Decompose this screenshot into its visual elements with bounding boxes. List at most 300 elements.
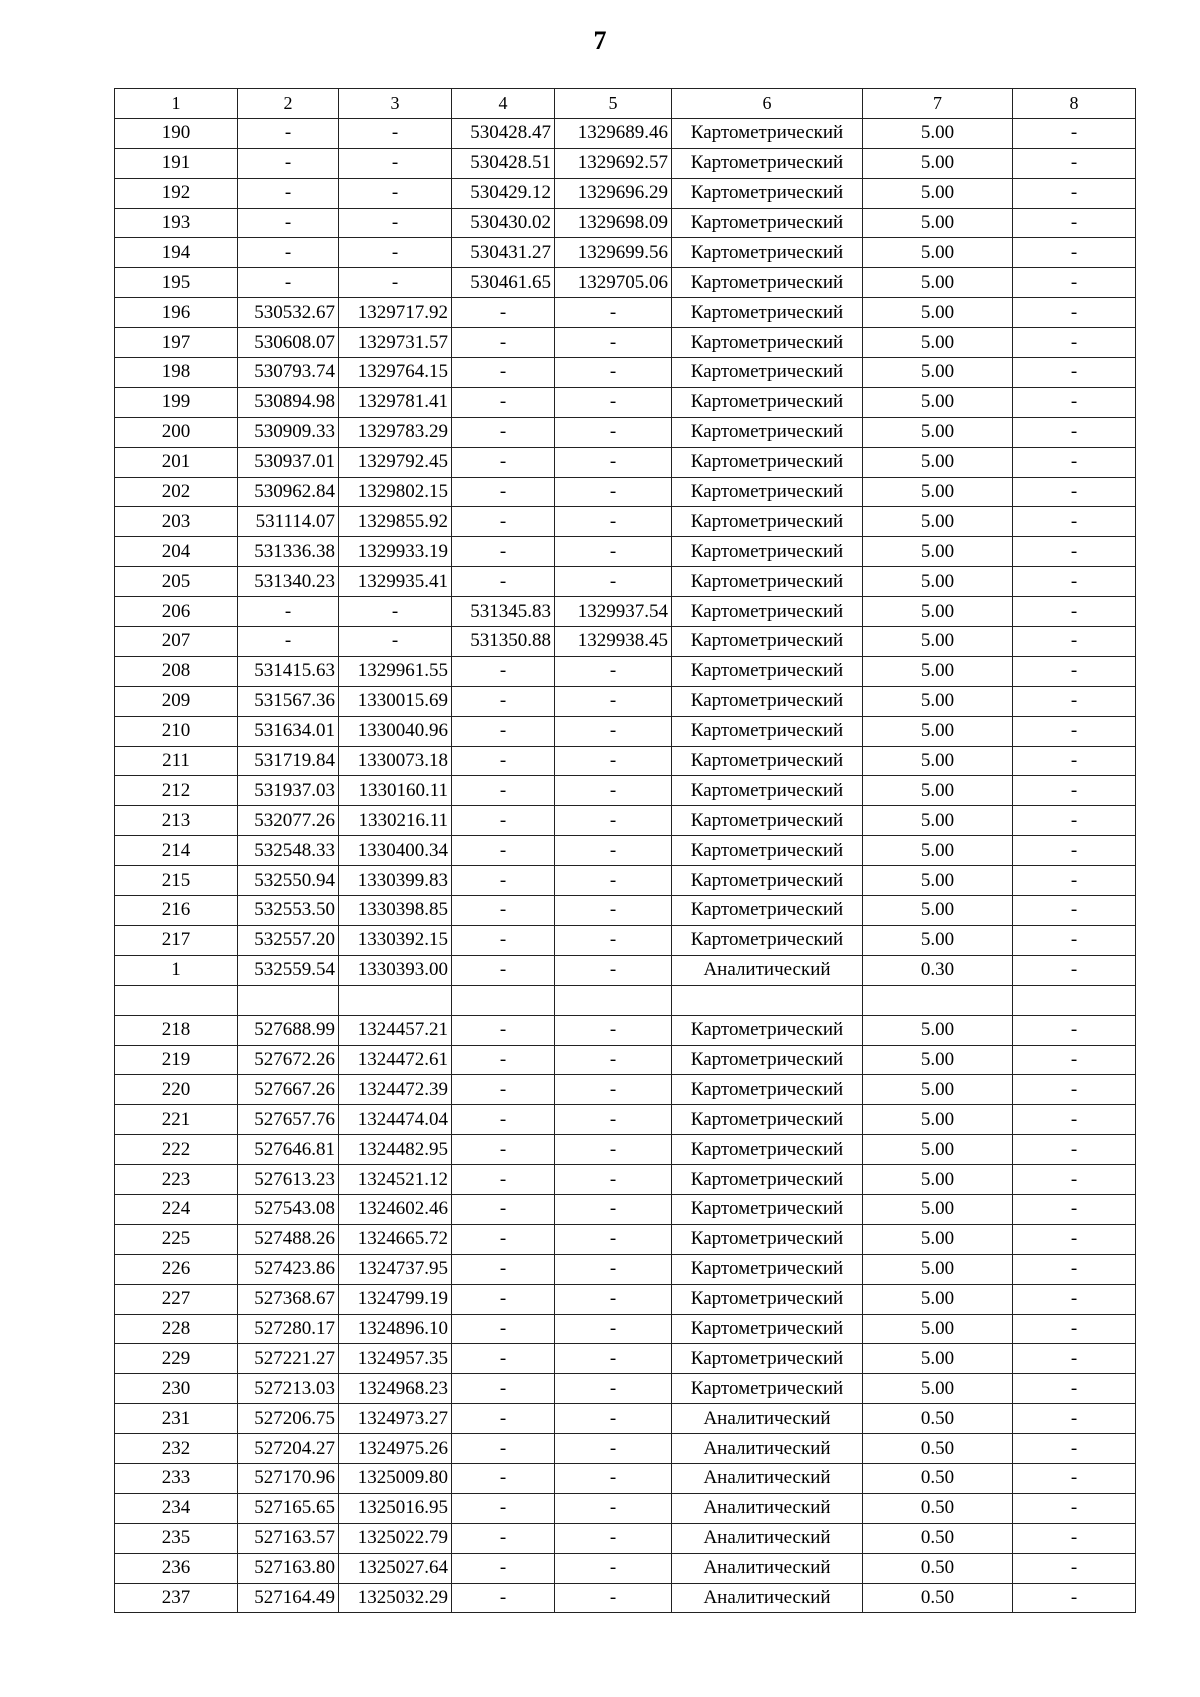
x-existing-cell: 527543.08 — [238, 1194, 339, 1224]
note-cell: - — [1013, 567, 1136, 597]
y-existing-cell: - — [339, 118, 452, 148]
note-cell: - — [1013, 477, 1136, 507]
y-new-cell: - — [555, 1344, 672, 1374]
y-existing-cell: 1324799.19 — [339, 1284, 452, 1314]
y-existing-cell: 1324472.39 — [339, 1075, 452, 1105]
x-existing-cell: - — [238, 148, 339, 178]
x-new-cell: - — [452, 298, 555, 328]
method-cell: Картометрический — [672, 268, 863, 298]
x-new-cell: - — [452, 955, 555, 985]
method-cell: Картометрический — [672, 925, 863, 955]
y-new-cell: - — [555, 1165, 672, 1195]
method-cell: Картометрический — [672, 477, 863, 507]
x-existing-cell: - — [238, 597, 339, 627]
y-existing-cell: 1329731.57 — [339, 328, 452, 358]
point-number-cell: 207 — [115, 627, 238, 657]
y-existing-cell: 1330160.11 — [339, 776, 452, 806]
y-existing-cell: 1329783.29 — [339, 417, 452, 447]
accuracy-cell: 5.00 — [863, 477, 1013, 507]
x-existing-cell: 527221.27 — [238, 1344, 339, 1374]
x-existing-cell: 527164.49 — [238, 1583, 339, 1613]
point-number-cell: 222 — [115, 1135, 238, 1165]
accuracy-cell: 5.00 — [863, 656, 1013, 686]
method-cell: Картометрический — [672, 836, 863, 866]
table-row — [115, 328, 1136, 358]
x-existing-cell: 527657.76 — [238, 1105, 339, 1135]
note-cell: - — [1013, 1583, 1136, 1613]
y-new-cell: - — [555, 746, 672, 776]
accuracy-cell: 0.50 — [863, 1583, 1013, 1613]
x-new-cell: - — [452, 1045, 555, 1075]
note-cell: - — [1013, 358, 1136, 388]
x-new-cell: 530428.47 — [452, 118, 555, 148]
x-new-cell: 530431.27 — [452, 238, 555, 268]
note-cell: - — [1013, 1344, 1136, 1374]
note-cell: - — [1013, 836, 1136, 866]
note-cell: - — [1013, 1165, 1136, 1195]
accuracy-cell: 5.00 — [863, 925, 1013, 955]
accuracy-cell: 5.00 — [863, 716, 1013, 746]
note-cell: - — [1013, 1284, 1136, 1314]
note-cell: - — [1013, 507, 1136, 537]
method-cell: Картометрический — [672, 1165, 863, 1195]
y-new-cell: - — [555, 1194, 672, 1224]
y-new-cell: - — [555, 656, 672, 686]
x-existing-cell: 527368.67 — [238, 1284, 339, 1314]
y-new-cell: - — [555, 1105, 672, 1135]
y-existing-cell: - — [339, 148, 452, 178]
x-new-cell: - — [452, 1493, 555, 1523]
point-number-cell: 193 — [115, 208, 238, 238]
x-existing-cell: 531114.07 — [238, 507, 339, 537]
accuracy-cell: 5.00 — [863, 866, 1013, 896]
method-cell: Картометрический — [672, 776, 863, 806]
note-cell: - — [1013, 776, 1136, 806]
x-existing-cell: 527613.23 — [238, 1165, 339, 1195]
method-cell: Картометрический — [672, 866, 863, 896]
y-new-cell: - — [555, 1463, 672, 1493]
table-row — [115, 836, 1136, 866]
note-cell: - — [1013, 178, 1136, 208]
table-row — [115, 1583, 1136, 1613]
x-existing-cell: 527672.26 — [238, 1045, 339, 1075]
header-cell-1: 1 — [115, 89, 238, 119]
point-number-cell: 213 — [115, 806, 238, 836]
x-new-cell: - — [452, 1194, 555, 1224]
accuracy-cell: 5.00 — [863, 118, 1013, 148]
table-row — [115, 1015, 1136, 1045]
note-cell — [1013, 985, 1136, 1015]
y-existing-cell: 1325032.29 — [339, 1583, 452, 1613]
accuracy-cell: 5.00 — [863, 686, 1013, 716]
method-cell: Картометрический — [672, 686, 863, 716]
x-existing-cell: 527688.99 — [238, 1015, 339, 1045]
y-new-cell: - — [555, 716, 672, 746]
y-new-cell: - — [555, 1015, 672, 1045]
x-new-cell: - — [452, 806, 555, 836]
y-new-cell: - — [555, 358, 672, 388]
table-row — [115, 656, 1136, 686]
note-cell: - — [1013, 1224, 1136, 1254]
method-cell: Картометрический — [672, 358, 863, 388]
y-existing-cell: 1324973.27 — [339, 1404, 452, 1434]
x-new-cell: - — [452, 686, 555, 716]
y-existing-cell: 1324474.04 — [339, 1105, 452, 1135]
accuracy-cell: 5.00 — [863, 387, 1013, 417]
method-cell: Аналитический — [672, 1493, 863, 1523]
point-number-cell: 191 — [115, 148, 238, 178]
method-cell: Картометрический — [672, 537, 863, 567]
y-new-cell: - — [555, 896, 672, 926]
method-cell: Картометрический — [672, 1015, 863, 1045]
y-existing-cell: 1329961.55 — [339, 656, 452, 686]
accuracy-cell: 5.00 — [863, 627, 1013, 657]
table-row — [115, 268, 1136, 298]
note-cell: - — [1013, 1075, 1136, 1105]
method-cell: Картометрический — [672, 387, 863, 417]
page-number: 7 — [593, 26, 607, 55]
point-number-cell: 235 — [115, 1523, 238, 1553]
table-row — [115, 1045, 1136, 1075]
point-number-cell: 224 — [115, 1194, 238, 1224]
accuracy-cell: 5.00 — [863, 806, 1013, 836]
method-cell: Картометрический — [672, 148, 863, 178]
x-existing-cell: 531567.36 — [238, 686, 339, 716]
header-cell-6: 6 — [672, 89, 863, 119]
method-cell: Картометрический — [672, 417, 863, 447]
note-cell: - — [1013, 806, 1136, 836]
accuracy-cell: 5.00 — [863, 1105, 1013, 1135]
point-number-cell: 198 — [115, 358, 238, 388]
y-new-cell: - — [555, 686, 672, 716]
accuracy-cell: 5.00 — [863, 1224, 1013, 1254]
y-new-cell: 1329692.57 — [555, 148, 672, 178]
x-new-cell: - — [452, 1284, 555, 1314]
accuracy-cell: 5.00 — [863, 208, 1013, 238]
table-row — [115, 1284, 1136, 1314]
method-cell: Аналитический — [672, 1463, 863, 1493]
note-cell: - — [1013, 268, 1136, 298]
point-number-cell: 195 — [115, 268, 238, 298]
x-new-cell: - — [452, 537, 555, 567]
table-row — [115, 507, 1136, 537]
x-new-cell: - — [452, 925, 555, 955]
note-cell: - — [1013, 1314, 1136, 1344]
table-row — [115, 1523, 1136, 1553]
y-existing-cell: 1324975.26 — [339, 1434, 452, 1464]
note-cell: - — [1013, 1434, 1136, 1464]
accuracy-cell: 5.00 — [863, 1374, 1013, 1404]
y-existing-cell: 1330398.85 — [339, 896, 452, 926]
y-existing-cell: 1325009.80 — [339, 1463, 452, 1493]
y-new-cell — [555, 985, 672, 1015]
y-new-cell: - — [555, 1583, 672, 1613]
table-row — [115, 1374, 1136, 1404]
table-row — [115, 1165, 1136, 1195]
y-existing-cell: - — [339, 627, 452, 657]
x-existing-cell: 532553.50 — [238, 896, 339, 926]
note-cell: - — [1013, 1463, 1136, 1493]
header-cell-8: 8 — [1013, 89, 1136, 119]
y-new-cell: 1329938.45 — [555, 627, 672, 657]
x-new-cell: - — [452, 1165, 555, 1195]
method-cell: Картометрический — [672, 208, 863, 238]
x-existing-cell: 527423.86 — [238, 1254, 339, 1284]
y-new-cell: - — [555, 866, 672, 896]
method-cell: Картометрический — [672, 1254, 863, 1284]
method-cell: Картометрический — [672, 1314, 863, 1344]
x-new-cell: - — [452, 746, 555, 776]
x-new-cell: - — [452, 328, 555, 358]
table-row — [115, 746, 1136, 776]
y-new-cell: - — [555, 1284, 672, 1314]
table-row — [115, 716, 1136, 746]
y-existing-cell: 1329792.45 — [339, 447, 452, 477]
header-cell-7: 7 — [863, 89, 1013, 119]
accuracy-cell: 0.50 — [863, 1434, 1013, 1464]
table-row — [115, 1254, 1136, 1284]
x-existing-cell: 530962.84 — [238, 477, 339, 507]
header-cell-5: 5 — [555, 89, 672, 119]
accuracy-cell: 5.00 — [863, 358, 1013, 388]
method-cell — [672, 985, 863, 1015]
x-new-cell: - — [452, 1553, 555, 1583]
point-number-cell: 220 — [115, 1075, 238, 1105]
x-existing-cell: 532077.26 — [238, 806, 339, 836]
note-cell: - — [1013, 447, 1136, 477]
table-row — [115, 118, 1136, 148]
coordinates-table — [114, 88, 1136, 1613]
accuracy-cell: 5.00 — [863, 776, 1013, 806]
accuracy-cell: 5.00 — [863, 896, 1013, 926]
x-existing-cell: 527170.96 — [238, 1463, 339, 1493]
method-cell: Картометрический — [672, 597, 863, 627]
table-row — [115, 417, 1136, 447]
method-cell: Картометрический — [672, 1045, 863, 1075]
x-existing-cell: 531634.01 — [238, 716, 339, 746]
note-cell: - — [1013, 896, 1136, 926]
method-cell: Картометрический — [672, 238, 863, 268]
table-row — [115, 477, 1136, 507]
x-new-cell: - — [452, 567, 555, 597]
method-cell: Аналитический — [672, 1583, 863, 1613]
x-new-cell: - — [452, 1314, 555, 1344]
y-existing-cell: - — [339, 268, 452, 298]
table-row — [115, 1224, 1136, 1254]
accuracy-cell: 5.00 — [863, 148, 1013, 178]
note-cell: - — [1013, 238, 1136, 268]
method-cell: Аналитический — [672, 1523, 863, 1553]
point-number-cell: 202 — [115, 477, 238, 507]
y-existing-cell: 1324968.23 — [339, 1374, 452, 1404]
note-cell: - — [1013, 597, 1136, 627]
method-cell: Картометрический — [672, 298, 863, 328]
table-row — [115, 955, 1136, 985]
note-cell: - — [1013, 1135, 1136, 1165]
accuracy-cell: 0.50 — [863, 1553, 1013, 1583]
accuracy-cell: 0.50 — [863, 1493, 1013, 1523]
y-existing-cell: 1324482.95 — [339, 1135, 452, 1165]
x-new-cell — [452, 985, 555, 1015]
y-new-cell: - — [555, 836, 672, 866]
x-new-cell: 530428.51 — [452, 148, 555, 178]
method-cell: Картометрический — [672, 567, 863, 597]
note-cell: - — [1013, 148, 1136, 178]
table-row — [115, 298, 1136, 328]
note-cell: - — [1013, 627, 1136, 657]
y-new-cell: - — [555, 1493, 672, 1523]
table-row — [115, 358, 1136, 388]
note-cell: - — [1013, 686, 1136, 716]
y-new-cell: 1329698.09 — [555, 208, 672, 238]
table-row — [115, 776, 1136, 806]
method-cell: Картометрический — [672, 1344, 863, 1374]
point-number-cell: 223 — [115, 1165, 238, 1195]
y-existing-cell: 1329764.15 — [339, 358, 452, 388]
y-new-cell: - — [555, 387, 672, 417]
x-existing-cell: 530532.67 — [238, 298, 339, 328]
y-existing-cell: 1330073.18 — [339, 746, 452, 776]
table-row — [115, 1434, 1136, 1464]
table-row — [115, 1075, 1136, 1105]
y-existing-cell: 1330399.83 — [339, 866, 452, 896]
table-row — [115, 567, 1136, 597]
point-number-cell: 196 — [115, 298, 238, 328]
x-new-cell: - — [452, 1075, 555, 1105]
accuracy-cell: 5.00 — [863, 447, 1013, 477]
accuracy-cell: 5.00 — [863, 507, 1013, 537]
header-cell-3: 3 — [339, 89, 452, 119]
y-new-cell: - — [555, 1075, 672, 1105]
method-cell: Картометрический — [672, 328, 863, 358]
x-new-cell: - — [452, 776, 555, 806]
method-cell: Аналитический — [672, 1553, 863, 1583]
note-cell: - — [1013, 716, 1136, 746]
note-cell: - — [1013, 298, 1136, 328]
y-existing-cell: 1324602.46 — [339, 1194, 452, 1224]
y-existing-cell: 1329935.41 — [339, 567, 452, 597]
accuracy-cell: 5.00 — [863, 1015, 1013, 1045]
point-number-cell: 234 — [115, 1493, 238, 1523]
method-cell: Картометрический — [672, 1075, 863, 1105]
table-row — [115, 208, 1136, 238]
x-new-cell: - — [452, 1434, 555, 1464]
y-new-cell: - — [555, 955, 672, 985]
point-number-cell: 232 — [115, 1434, 238, 1464]
point-number-cell: 237 — [115, 1583, 238, 1613]
method-cell: Аналитический — [672, 1404, 863, 1434]
y-existing-cell: 1325016.95 — [339, 1493, 452, 1523]
y-existing-cell: 1330015.69 — [339, 686, 452, 716]
note-cell: - — [1013, 955, 1136, 985]
point-number-cell: 206 — [115, 597, 238, 627]
x-existing-cell: 531340.23 — [238, 567, 339, 597]
note-cell: - — [1013, 1553, 1136, 1583]
method-cell: Картометрический — [672, 447, 863, 477]
x-new-cell: - — [452, 1463, 555, 1493]
note-cell: - — [1013, 387, 1136, 417]
point-number-cell: 208 — [115, 656, 238, 686]
accuracy-cell: 5.00 — [863, 1045, 1013, 1075]
x-new-cell: - — [452, 507, 555, 537]
note-cell: - — [1013, 1254, 1136, 1284]
y-new-cell: 1329937.54 — [555, 597, 672, 627]
accuracy-cell: 0.50 — [863, 1523, 1013, 1553]
point-number-cell: 218 — [115, 1015, 238, 1045]
y-new-cell: 1329699.56 — [555, 238, 672, 268]
y-existing-cell: 1325022.79 — [339, 1523, 452, 1553]
note-cell: - — [1013, 328, 1136, 358]
y-existing-cell — [339, 985, 452, 1015]
accuracy-cell: 5.00 — [863, 1284, 1013, 1314]
point-number-cell: 229 — [115, 1344, 238, 1374]
accuracy-cell: 5.00 — [863, 1314, 1013, 1344]
note-cell: - — [1013, 537, 1136, 567]
note-cell: - — [1013, 656, 1136, 686]
y-existing-cell: 1330393.00 — [339, 955, 452, 985]
note-cell: - — [1013, 1105, 1136, 1135]
method-cell: Картометрический — [672, 1105, 863, 1135]
y-new-cell: - — [555, 1374, 672, 1404]
accuracy-cell: 5.00 — [863, 1075, 1013, 1105]
accuracy-cell: 5.00 — [863, 298, 1013, 328]
note-cell: - — [1013, 866, 1136, 896]
x-existing-cell: 531719.84 — [238, 746, 339, 776]
note-cell: - — [1013, 925, 1136, 955]
x-new-cell: 531345.83 — [452, 597, 555, 627]
note-cell: - — [1013, 1015, 1136, 1045]
header-cell-4: 4 — [452, 89, 555, 119]
x-new-cell: - — [452, 1254, 555, 1284]
y-new-cell: 1329696.29 — [555, 178, 672, 208]
x-existing-cell: 527213.03 — [238, 1374, 339, 1404]
y-new-cell: - — [555, 1254, 672, 1284]
x-new-cell: 531350.88 — [452, 627, 555, 657]
x-new-cell: - — [452, 896, 555, 926]
x-existing-cell: 530793.74 — [238, 358, 339, 388]
accuracy-cell: 5.00 — [863, 537, 1013, 567]
x-existing-cell: 532557.20 — [238, 925, 339, 955]
note-cell: - — [1013, 1404, 1136, 1434]
table-row — [115, 597, 1136, 627]
table-row — [115, 178, 1136, 208]
y-existing-cell: - — [339, 597, 452, 627]
note-cell: - — [1013, 118, 1136, 148]
x-existing-cell: 527163.80 — [238, 1553, 339, 1583]
method-cell: Картометрический — [672, 1135, 863, 1165]
table-row — [115, 1344, 1136, 1374]
table-row — [115, 925, 1136, 955]
note-cell: - — [1013, 746, 1136, 776]
x-new-cell: - — [452, 866, 555, 896]
table-body — [115, 118, 1136, 1613]
point-number-cell: 230 — [115, 1374, 238, 1404]
point-number-cell: 209 — [115, 686, 238, 716]
point-number-cell: 199 — [115, 387, 238, 417]
accuracy-cell: 5.00 — [863, 178, 1013, 208]
point-number-cell: 190 — [115, 118, 238, 148]
table-row — [115, 1314, 1136, 1344]
x-existing-cell: - — [238, 208, 339, 238]
point-number-cell: 1 — [115, 955, 238, 985]
y-new-cell: - — [555, 1135, 672, 1165]
method-cell: Картометрический — [672, 1374, 863, 1404]
x-existing-cell: 531336.38 — [238, 537, 339, 567]
x-existing-cell: - — [238, 238, 339, 268]
point-number-cell: 203 — [115, 507, 238, 537]
method-cell: Картометрический — [672, 806, 863, 836]
point-number-cell: 192 — [115, 178, 238, 208]
